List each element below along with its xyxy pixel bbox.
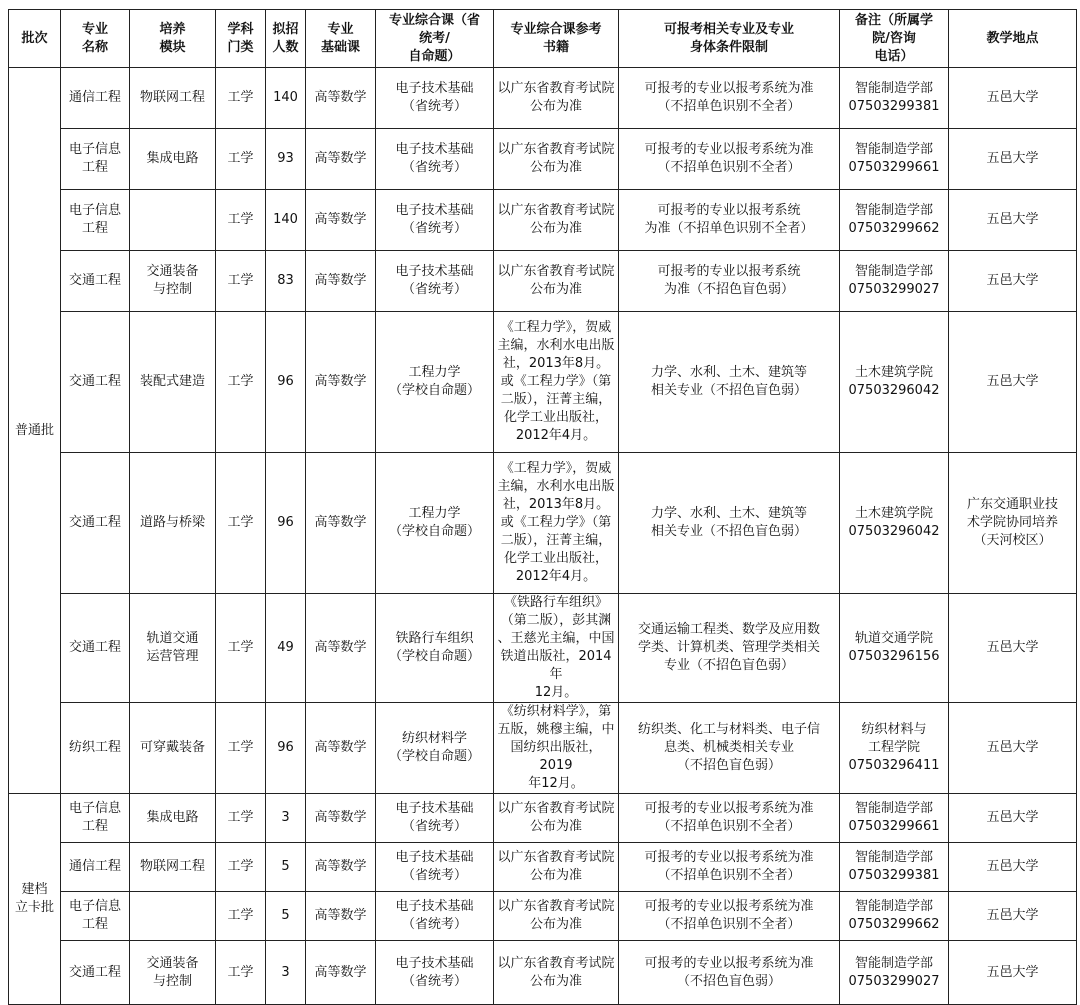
requirement-cell: 纺织类、化工与材料类、电子信 息类、机械类相关专业 （不招色盲色弱） (619, 703, 840, 794)
note-contact-cell: 智能制造学部 07503299027 (840, 251, 949, 312)
table-row (9, 843, 1077, 892)
major-cell: 电子信息 工程 (61, 892, 130, 941)
table-row (9, 794, 1077, 843)
teaching-site-cell: 五邑大学 (949, 190, 1077, 251)
quota-cell: 140 (266, 68, 306, 129)
discipline-cell: 工学 (216, 941, 266, 1005)
teaching-site-cell: 五邑大学 (949, 843, 1077, 892)
discipline-cell: 工学 (216, 794, 266, 843)
requirement-cell: 可报考的专业以报考系统为准 （不招单色识别不全者） (619, 892, 840, 941)
discipline-cell: 工学 (216, 703, 266, 794)
comprehensive-course-cell: 电子技术基础 （省统考） (376, 68, 494, 129)
base-course-cell: 高等数学 (306, 251, 376, 312)
teaching-site-cell: 五邑大学 (949, 794, 1077, 843)
note-contact-cell: 轨道交通学院 07503296156 (840, 594, 949, 703)
table-row (9, 312, 1077, 453)
module-cell: 可穿戴装备 (130, 703, 216, 794)
module-cell: 交通装备 与控制 (130, 251, 216, 312)
reference-book-cell: 以广东省教育考试院 公布为准 (494, 892, 619, 941)
discipline-cell: 工学 (216, 129, 266, 190)
module-cell: 轨道交通 运营管理 (130, 594, 216, 703)
quota-cell: 83 (266, 251, 306, 312)
table-header (9, 10, 1077, 68)
major-cell: 交通工程 (61, 312, 130, 453)
table-row (9, 190, 1077, 251)
major-cell: 电子信息 工程 (61, 190, 130, 251)
table-body (9, 68, 1077, 1005)
base-course-cell: 高等数学 (306, 843, 376, 892)
discipline-cell: 工学 (216, 892, 266, 941)
teaching-site-cell: 五邑大学 (949, 594, 1077, 703)
comprehensive-course-cell: 工程力学 （学校自命题） (376, 453, 494, 594)
module-cell: 交通装备 与控制 (130, 941, 216, 1005)
major-cell: 交通工程 (61, 594, 130, 703)
reference-book-cell: 《铁路行车组织》 （第二版），彭其渊 、王慈光主编，中国 铁道出版社，2014年 12月。 (494, 594, 619, 703)
header-book: 专业综合课参考 书籍 (494, 10, 619, 68)
module-cell (130, 892, 216, 941)
table-row (9, 941, 1077, 1005)
teaching-site-cell: 五邑大学 (949, 68, 1077, 129)
comprehensive-course-cell: 电子技术基础 （省统考） (376, 251, 494, 312)
quota-cell: 5 (266, 892, 306, 941)
note-contact-cell: 智能制造学部 07503299381 (840, 68, 949, 129)
base-course-cell: 高等数学 (306, 794, 376, 843)
requirement-cell: 可报考的专业以报考系统为准 （不招单色识别不全者） (619, 794, 840, 843)
module-cell: 物联网工程 (130, 843, 216, 892)
header-discipline: 学科 门类 (216, 10, 266, 68)
teaching-site-cell: 五邑大学 (949, 129, 1077, 190)
major-cell: 通信工程 (61, 68, 130, 129)
comprehensive-course-cell: 电子技术基础 （省统考） (376, 129, 494, 190)
teaching-site-cell: 五邑大学 (949, 892, 1077, 941)
note-contact-cell: 智能制造学部 07503299662 (840, 892, 949, 941)
requirement-cell: 可报考的专业以报考系统 为准（不招单色识别不全者） (619, 190, 840, 251)
module-cell: 装配式建造 (130, 312, 216, 453)
note-contact-cell: 纺织材料与 工程学院 07503296411 (840, 703, 949, 794)
comprehensive-course-cell: 电子技术基础 （省统考） (376, 941, 494, 1005)
batch-cell: 建档 立卡批 (9, 794, 61, 1005)
requirement-cell: 交通运输工程类、数学及应用数 学类、计算机类、管理学类相关 专业（不招色盲色弱） (619, 594, 840, 703)
quota-cell: 3 (266, 794, 306, 843)
discipline-cell: 工学 (216, 251, 266, 312)
comprehensive-course-cell: 电子技术基础 （省统考） (376, 794, 494, 843)
teaching-site-cell: 五邑大学 (949, 251, 1077, 312)
table-row (9, 251, 1077, 312)
note-contact-cell: 土木建筑学院 07503296042 (840, 453, 949, 594)
comprehensive-course-cell: 纺织材料学 （学校自命题） (376, 703, 494, 794)
requirement-cell: 可报考的专业以报考系统为准 （不招色盲色弱） (619, 941, 840, 1005)
discipline-cell: 工学 (216, 68, 266, 129)
reference-book-cell: 《工程力学》，贺威 主编，水利水电出版 社，2013年8月。 或《工程力学》（第 二版），汪菁主编， 化学工业出版社， 2012年4月。 (494, 312, 619, 453)
note-contact-cell: 智能制造学部 07503299381 (840, 843, 949, 892)
discipline-cell: 工学 (216, 594, 266, 703)
base-course-cell: 高等数学 (306, 68, 376, 129)
teaching-site-cell: 广东交通职业技 术学院协同培养 （天河校区） (949, 453, 1077, 594)
teaching-site-cell: 五邑大学 (949, 941, 1077, 1005)
table-row (9, 703, 1077, 794)
requirement-cell: 可报考的专业以报考系统为准 （不招单色识别不全者） (619, 129, 840, 190)
note-contact-cell: 智能制造学部 07503299661 (840, 794, 949, 843)
base-course-cell: 高等数学 (306, 190, 376, 251)
base-course-cell: 高等数学 (306, 594, 376, 703)
reference-book-cell: 以广东省教育考试院 公布为准 (494, 941, 619, 1005)
quota-cell: 3 (266, 941, 306, 1005)
header-comp: 专业综合课（省 统考/ 自命题） (376, 10, 494, 68)
comprehensive-course-cell: 工程力学 （学校自命题） (376, 312, 494, 453)
requirement-cell: 力学、水利、土木、建筑等 相关专业（不招色盲色弱） (619, 312, 840, 453)
quota-cell: 49 (266, 594, 306, 703)
comprehensive-course-cell: 电子技术基础 （省统考） (376, 843, 494, 892)
module-cell: 道路与桥梁 (130, 453, 216, 594)
major-cell: 纺织工程 (61, 703, 130, 794)
quota-cell: 96 (266, 703, 306, 794)
base-course-cell: 高等数学 (306, 129, 376, 190)
comprehensive-course-cell: 电子技术基础 （省统考） (376, 190, 494, 251)
module-cell: 集成电路 (130, 129, 216, 190)
requirement-cell: 可报考的专业以报考系统为准 （不招单色识别不全者） (619, 843, 840, 892)
header-module: 培养 模块 (130, 10, 216, 68)
module-cell: 物联网工程 (130, 68, 216, 129)
header-quota: 拟招 人数 (266, 10, 306, 68)
reference-book-cell: 以广东省教育考试院 公布为准 (494, 68, 619, 129)
reference-book-cell: 以广东省教育考试院 公布为准 (494, 190, 619, 251)
table-row (9, 453, 1077, 594)
reference-book-cell: 《纺织材料学》，第 五版，姚穆主编，中 国纺织出版社，2019 年12月。 (494, 703, 619, 794)
discipline-cell: 工学 (216, 312, 266, 453)
teaching-site-cell: 五邑大学 (949, 703, 1077, 794)
major-cell: 通信工程 (61, 843, 130, 892)
discipline-cell: 工学 (216, 453, 266, 594)
header-note: 备注（所属学 院/咨询 电话） (840, 10, 949, 68)
comprehensive-course-cell: 电子技术基础 （省统考） (376, 892, 494, 941)
reference-book-cell: 以广东省教育考试院 公布为准 (494, 843, 619, 892)
requirement-cell: 可报考的专业以报考系统为准 （不招单色识别不全者） (619, 68, 840, 129)
table-row (9, 892, 1077, 941)
base-course-cell: 高等数学 (306, 703, 376, 794)
header-batch: 批次 (9, 10, 61, 68)
table-row (9, 129, 1077, 190)
major-cell: 交通工程 (61, 941, 130, 1005)
module-cell (130, 190, 216, 251)
table-row (9, 68, 1077, 129)
header-req: 可报考相关专业及专业 身体条件限制 (619, 10, 840, 68)
reference-book-cell: 《工程力学》，贺威 主编，水利水电出版 社，2013年8月。 或《工程力学》（第 二版），汪菁主编， 化学工业出版社， 2012年4月。 (494, 453, 619, 594)
quota-cell: 93 (266, 129, 306, 190)
teaching-site-cell: 五邑大学 (949, 312, 1077, 453)
major-cell: 交通工程 (61, 251, 130, 312)
quota-cell: 96 (266, 312, 306, 453)
discipline-cell: 工学 (216, 843, 266, 892)
admission-table (8, 9, 1077, 1005)
header-major: 专业 名称 (61, 10, 130, 68)
note-contact-cell: 智能制造学部 07503299662 (840, 190, 949, 251)
note-contact-cell: 智能制造学部 07503299661 (840, 129, 949, 190)
requirement-cell: 力学、水利、土木、建筑等 相关专业（不招色盲色弱） (619, 453, 840, 594)
quota-cell: 140 (266, 190, 306, 251)
reference-book-cell: 以广东省教育考试院 公布为准 (494, 794, 619, 843)
header-base: 专业 基础课 (306, 10, 376, 68)
major-cell: 交通工程 (61, 453, 130, 594)
major-cell: 电子信息 工程 (61, 129, 130, 190)
reference-book-cell: 以广东省教育考试院 公布为准 (494, 251, 619, 312)
base-course-cell: 高等数学 (306, 892, 376, 941)
header-site: 教学地点 (949, 10, 1077, 68)
batch-cell: 普通批 (9, 68, 61, 794)
base-course-cell: 高等数学 (306, 941, 376, 1005)
major-cell: 电子信息 工程 (61, 794, 130, 843)
quota-cell: 5 (266, 843, 306, 892)
base-course-cell: 高等数学 (306, 312, 376, 453)
base-course-cell: 高等数学 (306, 453, 376, 594)
reference-book-cell: 以广东省教育考试院 公布为准 (494, 129, 619, 190)
table-row (9, 594, 1077, 703)
module-cell: 集成电路 (130, 794, 216, 843)
note-contact-cell: 土木建筑学院 07503296042 (840, 312, 949, 453)
note-contact-cell: 智能制造学部 07503299027 (840, 941, 949, 1005)
discipline-cell: 工学 (216, 190, 266, 251)
comprehensive-course-cell: 铁路行车组织 （学校自命题） (376, 594, 494, 703)
quota-cell: 96 (266, 453, 306, 594)
header-row (9, 10, 1077, 68)
requirement-cell: 可报考的专业以报考系统 为准（不招色盲色弱） (619, 251, 840, 312)
